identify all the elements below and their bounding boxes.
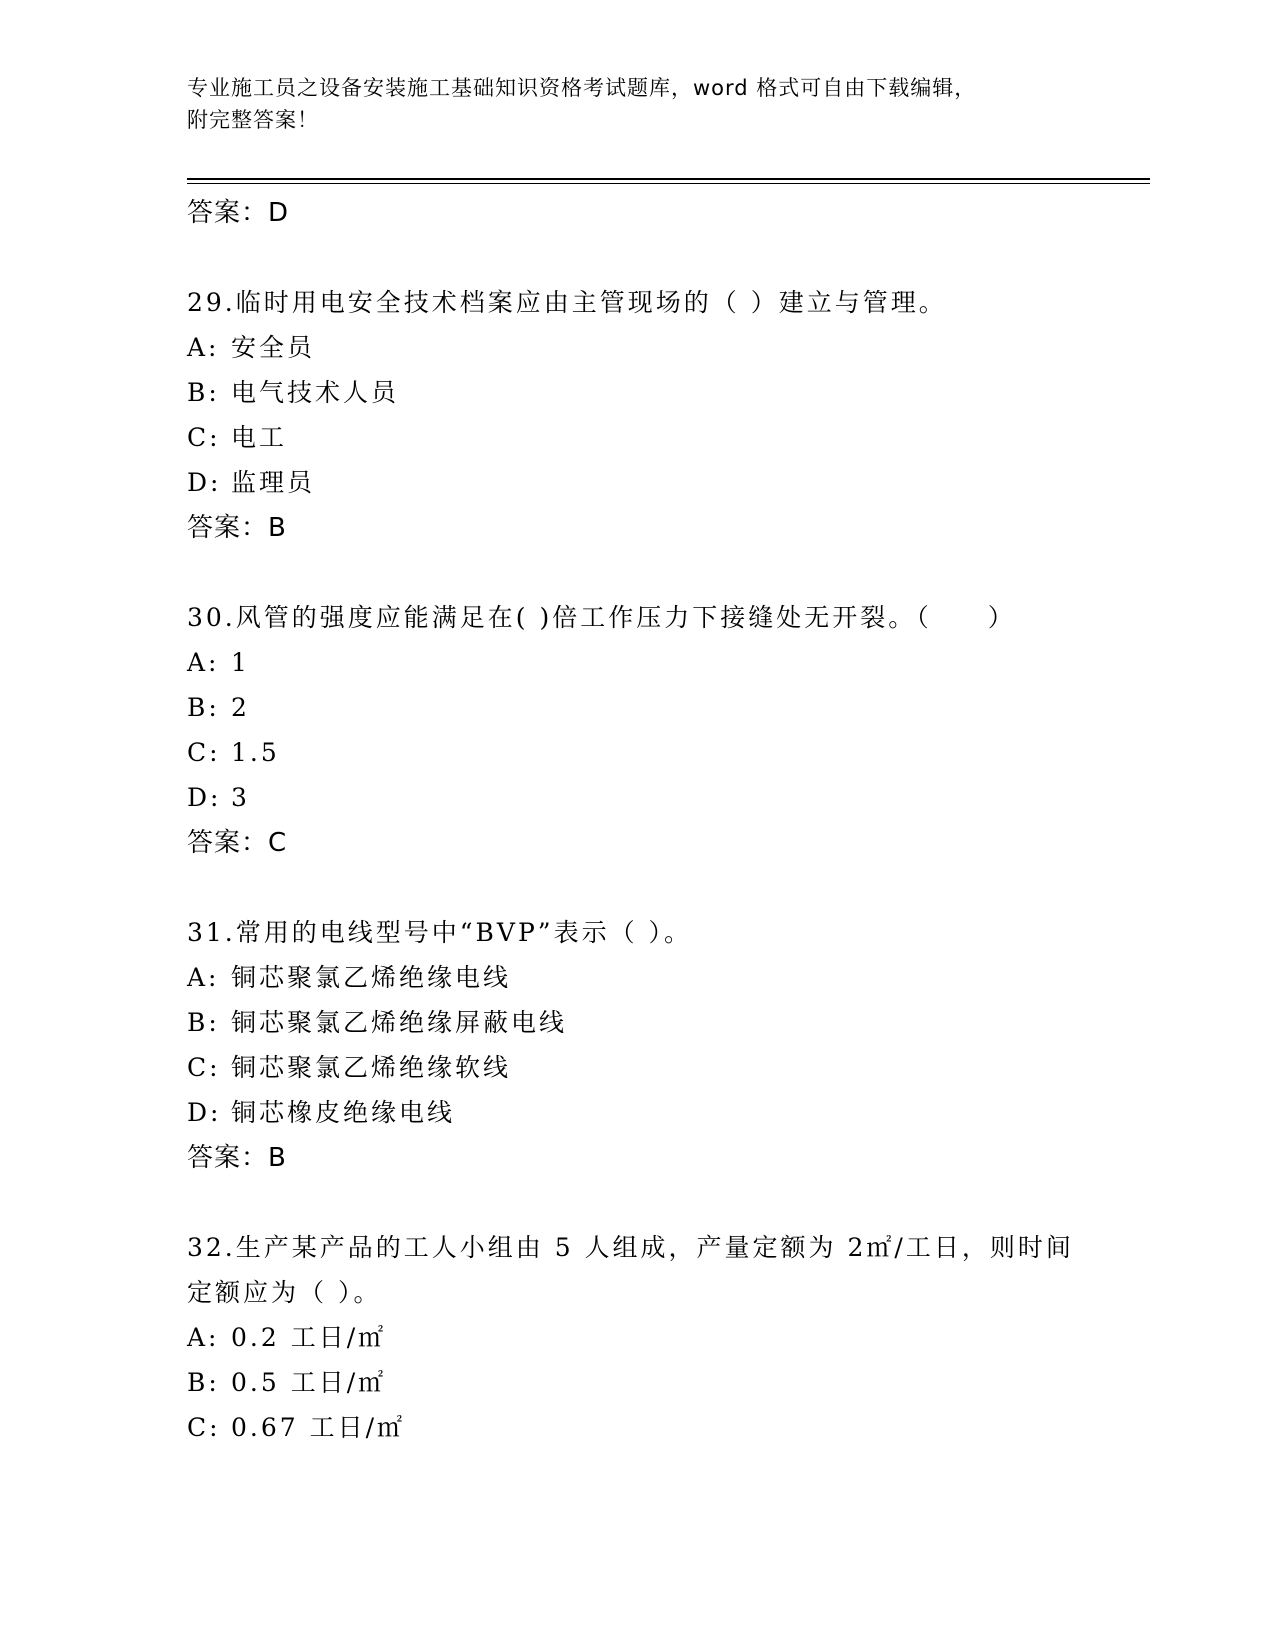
option-item [187, 640, 1087, 685]
option-item [187, 775, 1087, 820]
header-divider-thick [187, 178, 1150, 180]
option-item [187, 685, 1087, 730]
option-text: 铜芯聚氯乙烯绝缘软线 [231, 1053, 512, 1082]
option-text: 0.5 工日/㎡ [231, 1368, 387, 1397]
answer-label: 答案：D [187, 198, 290, 228]
header-title-line1: 专业施工员之设备安装施工基础知识资格考试题库，word 格式可自由下载编辑， [187, 76, 977, 100]
option-item [187, 1315, 1087, 1360]
option-item [187, 1045, 1087, 1090]
option-text: 0.2 工日/㎡ [231, 1323, 387, 1352]
option-letter: B: [187, 693, 220, 722]
option-letter: B: [187, 1368, 220, 1397]
option-text: 2 [231, 693, 250, 722]
question-block [187, 595, 1087, 866]
option-item [187, 730, 1087, 775]
option-item [187, 370, 1087, 415]
header-divider-thin [187, 183, 1150, 184]
option-text: 电气技术人员 [231, 378, 400, 407]
option-text: 铜芯橡皮绝缘电线 [231, 1098, 456, 1127]
answer-label: 答案：B [187, 513, 287, 543]
question-block [187, 280, 1087, 551]
document-header [187, 72, 1067, 136]
option-item [187, 1405, 1087, 1450]
option-item [187, 1000, 1087, 1045]
option-text: 铜芯聚氯乙烯绝缘电线 [231, 963, 512, 992]
option-letter: B: [187, 1008, 220, 1037]
answer-label: 答案：C [187, 828, 288, 858]
option-text: 电工 [231, 423, 288, 452]
option-text: 0.67 工日/㎡ [231, 1413, 406, 1442]
option-letter: B: [187, 378, 220, 407]
option-letter: C: [187, 738, 221, 767]
question-text: 29.临时用电安全技术档案应由主管现场的（ ）建立与管理。 [187, 288, 947, 317]
option-letter: D: [187, 1098, 222, 1127]
question-list [187, 190, 1087, 1450]
option-letter: C: [187, 1053, 221, 1082]
option-letter: D: [187, 783, 222, 812]
option-text: 铜芯聚氯乙烯绝缘屏蔽电线 [231, 1008, 568, 1037]
option-letter: A: [187, 963, 220, 992]
option-text: 监理员 [231, 468, 316, 497]
option-letter: A: [187, 648, 220, 677]
option-text: 1 [231, 648, 250, 677]
option-item [187, 415, 1087, 460]
question-text: 30.风管的强度应能满足在( )倍工作压力下接缝处无开裂。（ ） [187, 603, 1016, 632]
option-item [187, 460, 1087, 505]
option-item [187, 1090, 1087, 1135]
option-item [187, 325, 1087, 370]
option-letter: A: [187, 1323, 220, 1352]
question-text: 31.常用的电线型号中“BVP”表示（ ）。 [187, 918, 693, 947]
option-letter: A: [187, 333, 220, 362]
answer-label: 答案：B [187, 1143, 287, 1173]
question-block [187, 910, 1087, 1181]
option-letter: C: [187, 423, 221, 452]
option-text: 1.5 [231, 738, 280, 767]
question-block [187, 1225, 1087, 1450]
option-letter: C: [187, 1413, 221, 1442]
option-item [187, 1360, 1087, 1405]
option-item [187, 955, 1087, 1000]
option-text: 3 [231, 783, 250, 812]
option-letter: D: [187, 468, 222, 497]
question-text: 32.生产某产品的工人小组由 5 人组成，产量定额为 2㎡/工日，则时间定额应为（ ）。 [187, 1233, 1074, 1307]
header-title-line2: 附完整答案！ [187, 108, 319, 132]
option-text: 安全员 [231, 333, 316, 362]
